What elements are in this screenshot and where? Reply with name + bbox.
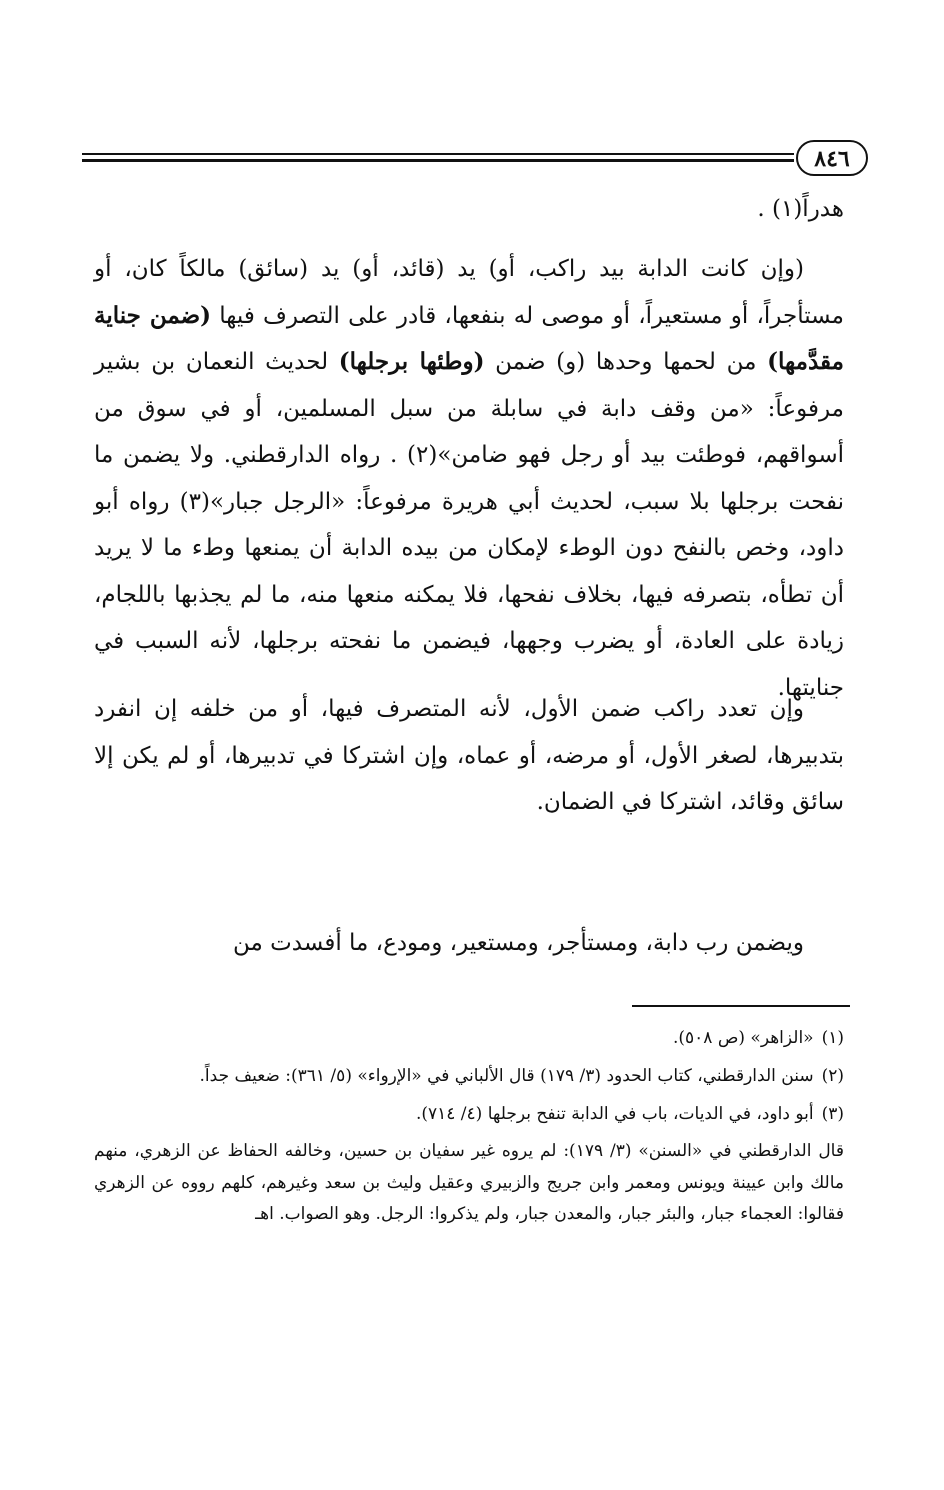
paragraph-segment: من لحمها وحدها (و) ضمن (484, 349, 768, 375)
page-header (82, 140, 868, 180)
footnotes (94, 1022, 844, 1231)
paragraph-segment-bold: (ضمن جناية مقدَّمها) (94, 301, 844, 375)
footnote-text: «الزاهر» (ص ٥٠٨). (672, 1028, 814, 1048)
footnote-text: سنن الدارقطني، كتاب الحدود (٣/ ١٧٩) قال الألباني في «الإرواء» (٥/ ٣٦١): ضعيف جداً. (199, 1066, 814, 1086)
footnote-1 (94, 1022, 844, 1054)
footnote-number: (٢) (821, 1066, 844, 1086)
paragraph-segment: (وإن كانت الدابة بيد راكب، أو) يد (قائد، أو) يد (سائق) مالكاً كان، أو مستأجراً، أو مستعيراً، أو موصى له بنفعها، قادر على التصرف فيها (94, 256, 844, 329)
footnote-2 (94, 1060, 844, 1092)
footnote-number: (١) (821, 1028, 844, 1048)
paragraph-segment-bold: (وطئها برجلها) (338, 348, 485, 375)
footnote-3-quote: قال الدارقطني في «السنن» (٣/ ١٧٩): لم يروه غير سفيان بن حسين، وخالفه الحفاظ عن الزهري، منهم مالك وابن عيينة ويونس ومعمر وابن جريج والزبيري وعقيل وليث بن سعد وغيرهم، كلهم رووه عن الزهري فقالوا: العجماء جبار، والبئر جبار، والمعدن جبار، ولم يذكروا: الرجل. وهو الصواب. اهـ (94, 1141, 844, 1224)
footnote-separator (632, 1005, 850, 1007)
paragraph-multiple-riders: وإن تعدد راكب ضمن الأول، لأنه المتصرف فيها، أو من خلفه إن انفرد بتدبيرها، لصغر الأول، أو مرضه، أو عماه، وإن اشتركا في تدبيرها، أو لم يكن إلا سائق وقائد، اشتركا في الضمان. (94, 696, 844, 815)
footnote-number: (٣) (821, 1104, 844, 1124)
paragraph-segment: لحديث النعمان بن بشير مرفوعاً: «من وقف دابة في سابلة من سبل المسلمين، أو في سوق من أسواقهم، فوطئت بيد أو رجل فهو ضامن»(٢) . رواه الدارقطني. ولا يضمن ما نفحت برجلها بلا سبب، لحديث أبي هريرة مرفوعاً: «الرجل جبار»(٣) رواه أبو داود، وخص بالنفح دون الوطء لإمكان من بيده الدابة أن يمنعها وطء ما لا يريد أن تطأه، بتصرفه فيها، بخلاف نفحها، فلا يمكنه منعها منه، ما لم يجذبها باللجام، زيادة على العادة، أو يضرب وجهها، فيضمن ما نفحته برجلها، لأنه السبب في جنايتها. (94, 349, 844, 701)
footnote-3 (94, 1098, 844, 1130)
page-number: ٨٤٦ (796, 140, 868, 176)
header-rule (82, 153, 794, 155)
paragraph-owner-liability: ويضمن رب دابة، ومستأجر، ومستعير، ومودع، ما أفسدت من (232, 930, 804, 956)
footnote-text: أبو داود، في الديات، باب في الدابة تنفح برجلها (٤/ ٧١٤). (415, 1104, 814, 1124)
header-rule-thick (82, 159, 794, 162)
paragraph-continuation: هدراً(١) . (757, 196, 844, 222)
paragraph-riding-animal (94, 246, 844, 711)
